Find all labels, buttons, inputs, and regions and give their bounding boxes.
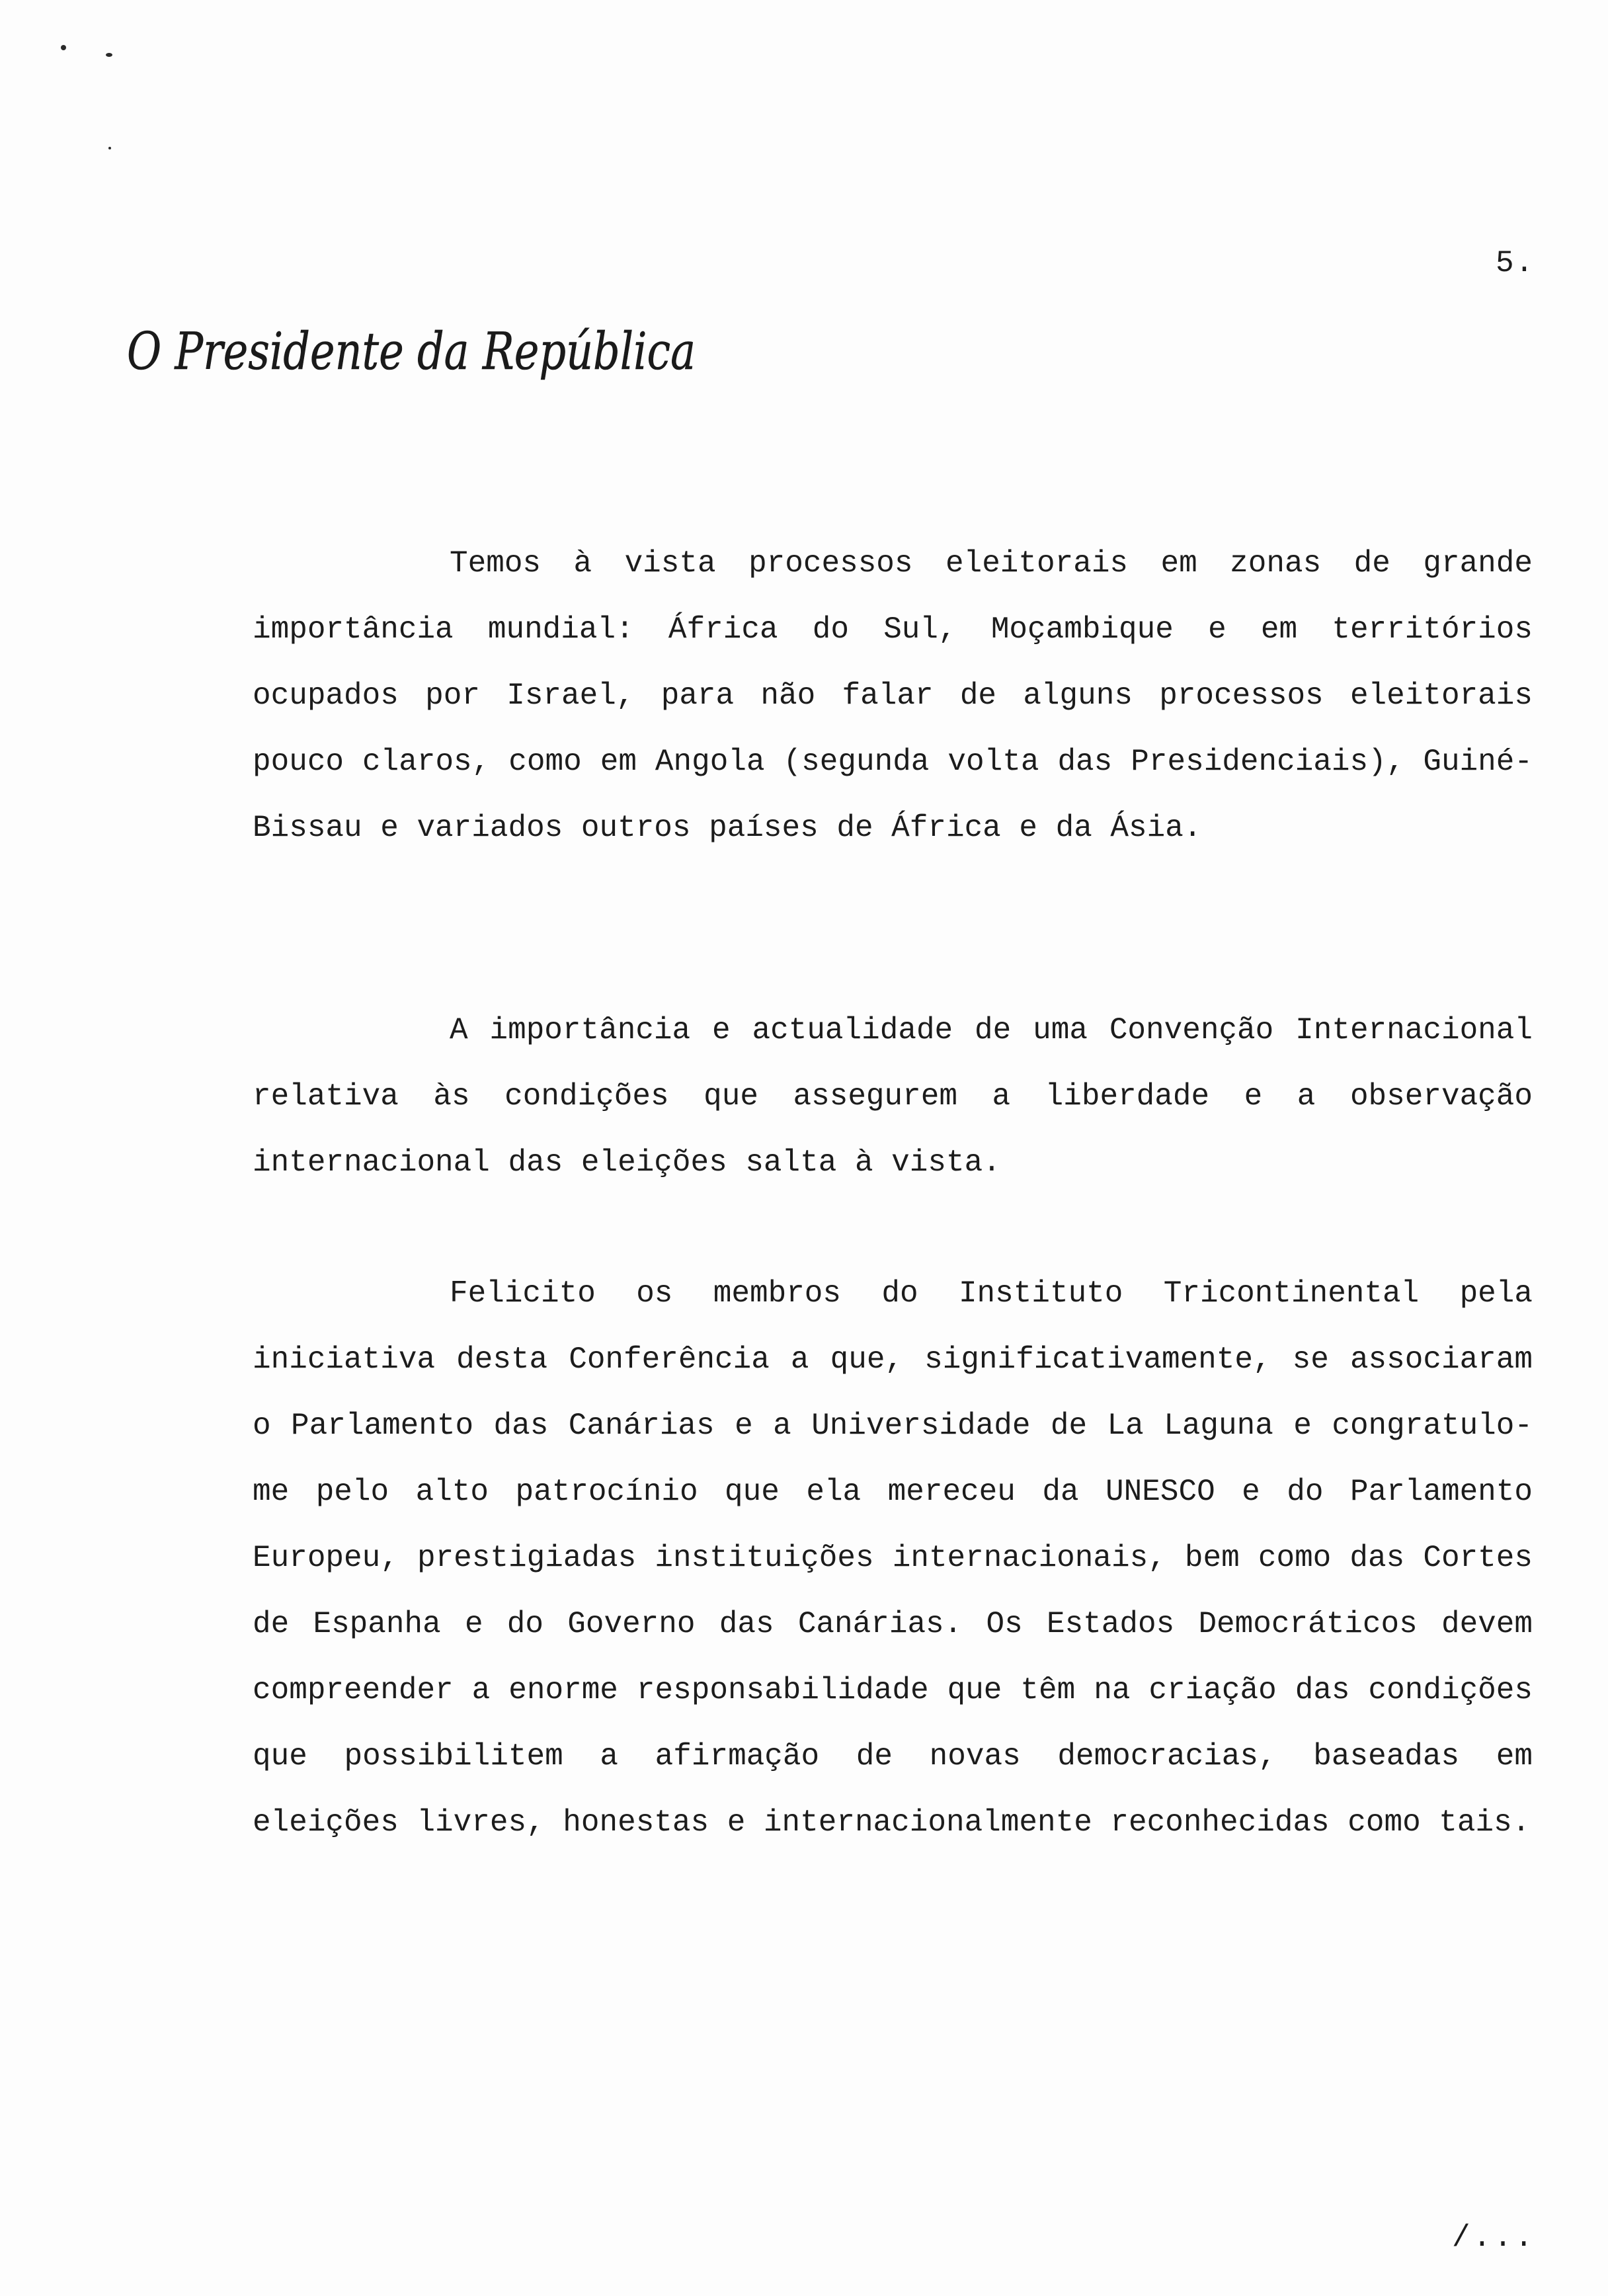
scan-speck [108, 147, 111, 149]
scan-speck [106, 53, 112, 57]
paragraph-convention-importance: A importância e actualidade de uma Convenção Internacional relativa às condições que assegurem a liberdade e a observação internacional das eleições salta à vista. [253, 1013, 1533, 1180]
letterhead-logo [124, 306, 706, 398]
letterhead-text: O Presidente da República [127, 322, 696, 382]
continuation-mark: /... [1452, 2221, 1536, 2255]
paragraph-congratulations: Felicito os membros do Instituto Tricontinental pela iniciativa desta Conferência a que, significativamente, se associaram o Parlamento das Canárias e a Universidade de La Laguna e congratulo-me pelo alto patrocínio que ela mereceu da UNESCO e do Parlamento Europeu, prestigiadas instituições internacionais, bem como das Cortes de Espanha e do Governo das Canárias. Os Estados Democráticos devem compreender a enorme responsabilidade que têm na criação das condições que possibilitem a afirmação de novas democracias, baseadas em eleições livres, honestas e internacionalmente reconhecidas como tais. [253, 1276, 1533, 1840]
paragraph-electoral-processes: Temos à vista processos eleitorais em zonas de grande importância mundial: África do Sul, Moçambique e em territórios ocupados por Israel, para não falar de alguns processos eleitorais pouco claros, como em Angola (segunda volta das Presidenciais), Guiné-Bissau e variados outros países de África e da Ásia. [253, 546, 1533, 845]
page-number: 5. [1496, 246, 1535, 280]
scan-speck [61, 45, 66, 50]
